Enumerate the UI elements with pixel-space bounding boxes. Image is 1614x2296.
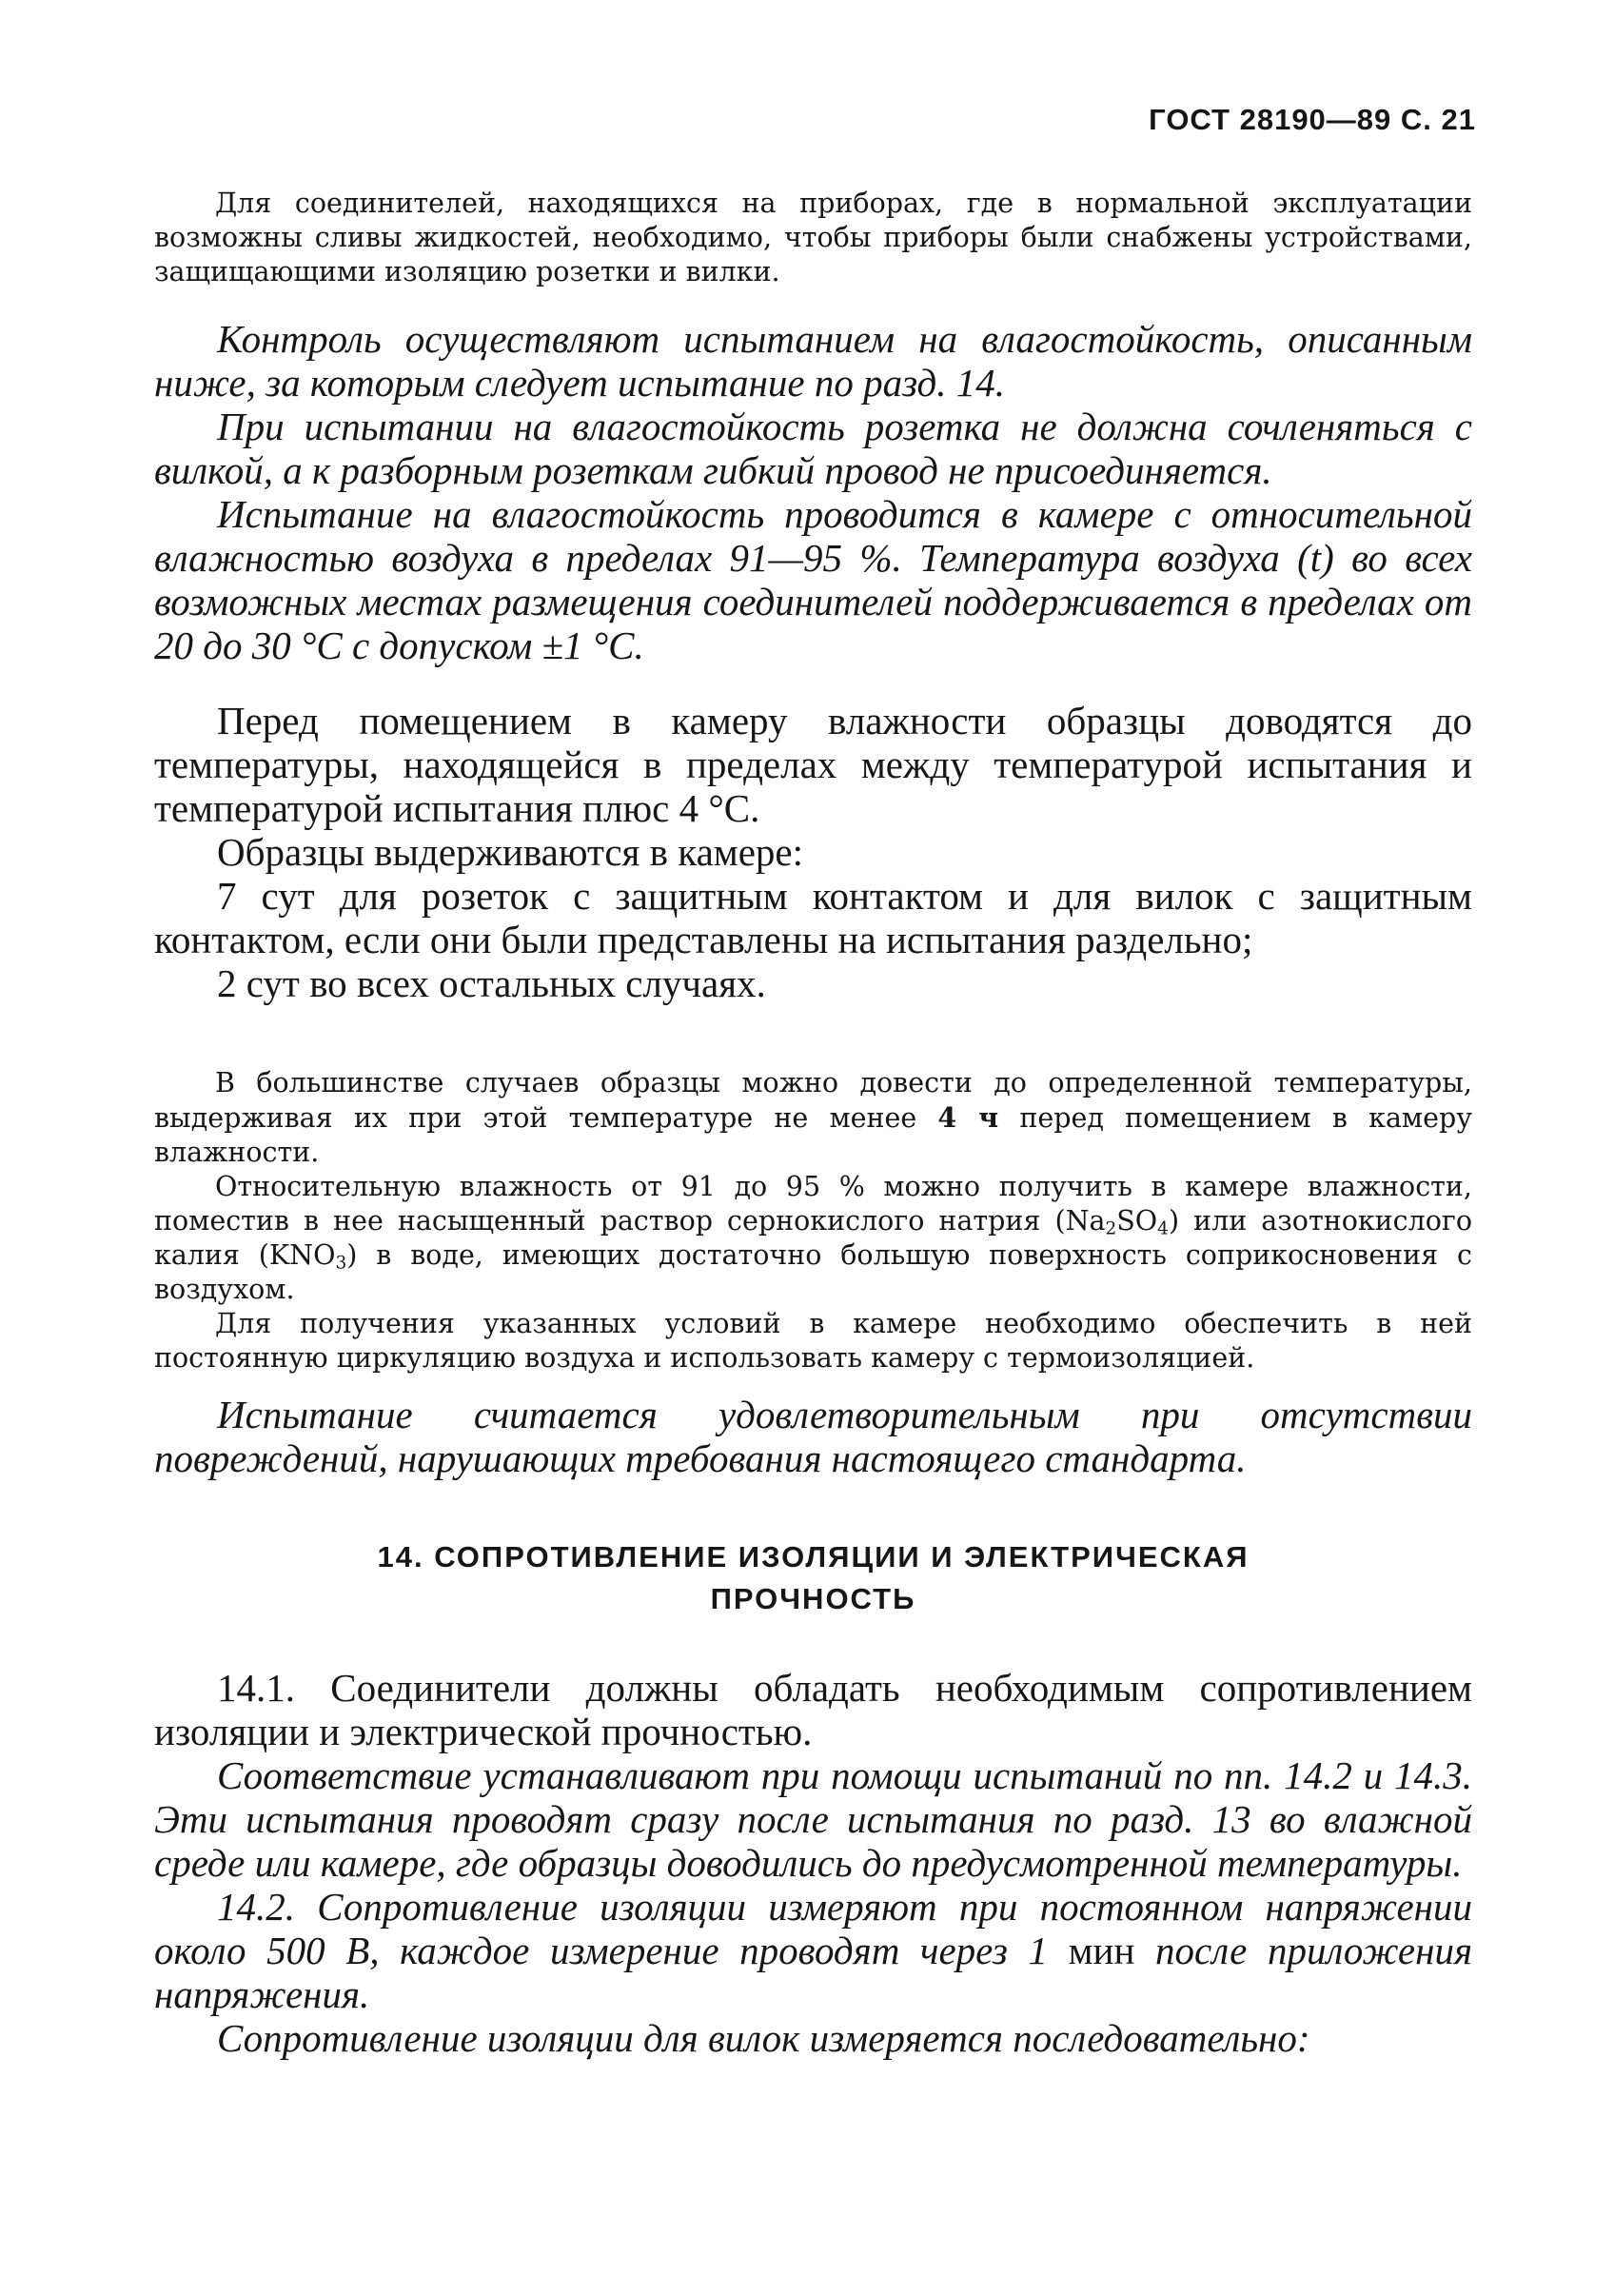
- paragraph-14-2-unit: мин: [1068, 1929, 1135, 1972]
- section-title-line-2: ПРОЧНОСТЬ: [710, 1582, 916, 1615]
- humidity-test-paragraph: Испытание на влагостойкость проводится в камере с относительной влажностью воздуха в пределах 91—95 %. Температура воздуха (t) во всех возможных местах размещения соединителей поддерживается в пределах от 20 до 30 °С с допуском ±1 °С.: [154, 492, 1472, 667]
- conditioning-block: [154, 699, 1472, 1005]
- page-header: ГОСТ 28190—89 С. 21: [1149, 103, 1476, 136]
- note-3: Для получения указанных условий в камере необходимо обеспечить в ней постоянную циркуляцию воздуха и использовать камеру с термоизоляцией.: [154, 1308, 1472, 1374]
- result-paragraph: Испытание считается удовлетворительным при отсутствии повреждений, нарушающих требования настоящего стандарта.: [154, 1393, 1472, 1480]
- notes-block: [154, 1066, 1472, 1376]
- note-2: [154, 1170, 1472, 1307]
- section-title-line-1: 14. СОПРОТИВЛЕНИЕ ИЗОЛЯЦИИ И ЭЛЕКТРИЧЕСКАЯ: [377, 1540, 1250, 1574]
- section-heading: [154, 1536, 1472, 1620]
- section-14-body: [154, 1666, 1472, 2060]
- plug-note-paragraph: При испытании на влагостойкость розетка не должна сочленяться с вилкой, а к разборным розеткам гибкий провод не присоединяется.: [154, 405, 1472, 492]
- hold-item-1: 7 сут для розеток с защитным контактом и для вилок с защитным контактом, если они были представлены на испытания раздельно;: [154, 874, 1472, 961]
- paragraph-14-2: [154, 1885, 1472, 2016]
- note-2-text-d: ) в воде, имеющих достаточно большую поверхность соприкосновения с воздухом.: [154, 1239, 1472, 1305]
- note-2-sub-3: 3: [335, 1253, 347, 1274]
- note-2-text-a: Относительную влажность от 91 до 95 % можно получить в камере влажности, поместив в нее насыщенный раствор сернокислого натрия (Na: [154, 1171, 1472, 1237]
- paragraph-14-1: 14.1. Соединители должны обладать необходимым сопротивлением изоляции и электрической прочностью.: [154, 1666, 1472, 1753]
- moisture-control-block: [154, 317, 1472, 667]
- note-1-text-a: В большинстве случаев образцы можно довести до определенной температуры, выдерживая их при этой температуре не менее: [154, 1067, 1472, 1134]
- result-block: [154, 1393, 1472, 1480]
- paragraph-14-2-text-b: после приложения напряжения.: [154, 1929, 1473, 2016]
- intro-note: [154, 187, 1472, 289]
- note-1-duration: 4 ч: [937, 1101, 999, 1134]
- note-1: [154, 1066, 1472, 1170]
- note-2-text-b: SO: [1116, 1205, 1158, 1237]
- pre-conditioning-paragraph: Перед помещением в камеру влажности образцы доводятся до температуры, находящейся в пределах между температурой испытания и температурой испытания плюс 4 °С.: [154, 699, 1472, 830]
- note-2-sub-2: 4: [1157, 1218, 1169, 1239]
- note-1-text-b: перед помещением в камеру влажности.: [154, 1102, 1472, 1168]
- paragraph-14-2-text-a: 14.2. Сопротивление изоляции измеряют при постоянном напряжении около 500 В, каждое измерение проводят через 1: [154, 1885, 1472, 1972]
- paragraph-14-2-plugs: Сопротивление изоляции для вилок измеряется последовательно:: [217, 2016, 1310, 2060]
- paragraph-14-1-check: Соответствие устанавливают при помощи испытаний по пп. 14.2 и 14.3. Эти испытания проводят сразу после испытания по разд. 13 во влажной среде или камере, где образцы доводились до предусмотренной температуры.: [154, 1753, 1472, 1885]
- note-2-text-c: ) или азотнокислого калия (KNO: [154, 1205, 1472, 1271]
- control-paragraph: Контроль осуществляют испытанием на влагостойкость, описанным ниже, за которым следует испытание по разд. 14.: [154, 317, 1472, 405]
- note-2-sub-1: 2: [1105, 1218, 1117, 1239]
- hold-item-2: 2 сут во всех остальных случаях.: [217, 961, 766, 1005]
- hold-intro-paragraph: Образцы выдерживаются в камере:: [217, 830, 804, 874]
- intro-note-text: Для соединителей, находящихся на приборах, где в нормальной эксплуатации возможны сливы жидкостей, необходимо, чтобы приборы были снабжены устройствами, защищающими изоляцию розетки и вилки.: [154, 188, 1472, 287]
